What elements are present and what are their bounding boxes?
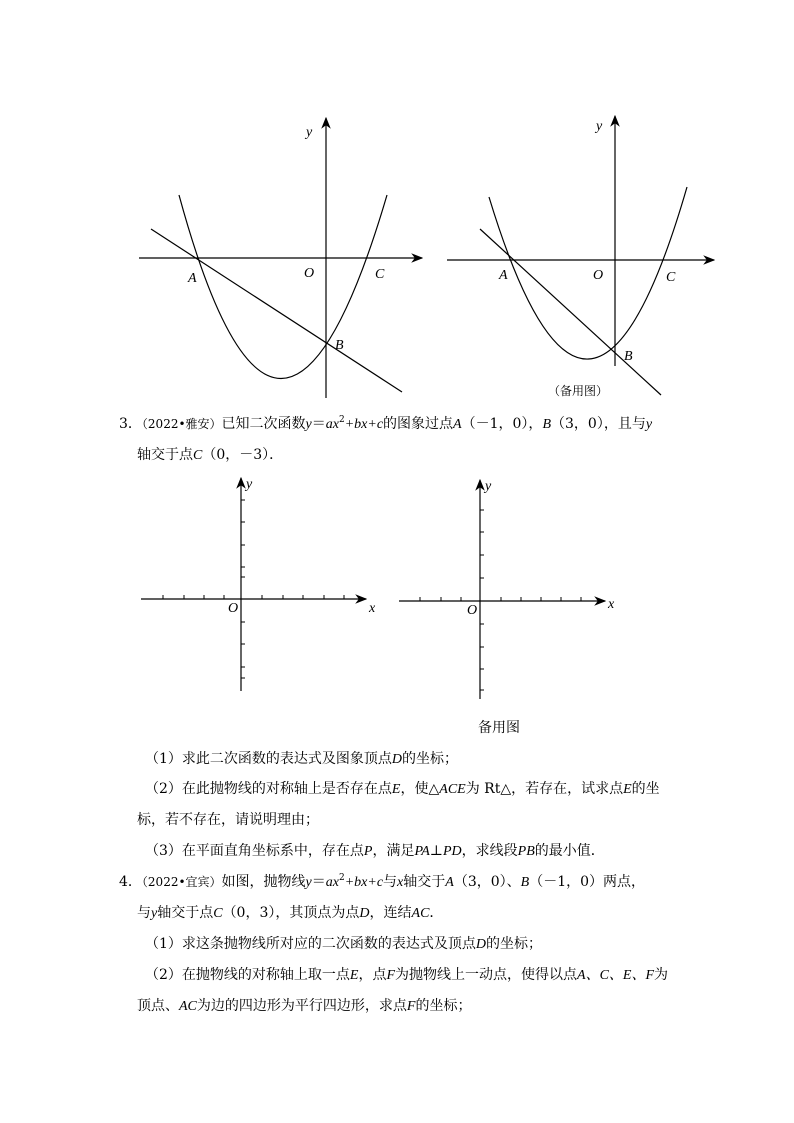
- coord: （－1，0），: [461, 416, 543, 432]
- fn-var: y: [305, 417, 312, 432]
- segment-var: PB: [517, 844, 535, 859]
- part-text: 标，若不存在，请说明理由；: [137, 812, 319, 828]
- part-text: ，满足: [372, 843, 415, 859]
- fn-term: +bx+c: [344, 875, 384, 890]
- coord: （0，－3）．: [202, 447, 284, 463]
- part-text: 为边的四边形为平行四边形，求点: [196, 998, 407, 1014]
- point-var: D: [359, 906, 370, 921]
- point-var: E: [623, 782, 632, 797]
- axis-var: y: [151, 906, 158, 921]
- part-text: ，求线段: [461, 843, 518, 859]
- point-var: C: [193, 448, 203, 463]
- part-text: 为 Rt△，若存在，试求点: [465, 781, 624, 797]
- y-axis-label: y: [306, 125, 313, 140]
- question-source: （2022•雅安）: [141, 417, 222, 431]
- point-var: A: [453, 417, 462, 432]
- point-var: ACE: [439, 782, 466, 797]
- q4-part-2-cont: [137, 996, 471, 1017]
- fn-eq: ＝: [311, 416, 326, 432]
- question-number: 4．: [119, 874, 142, 890]
- segment-var: AC: [411, 906, 430, 921]
- q3-part-1: [145, 749, 458, 770]
- axis-var: x: [397, 875, 404, 890]
- q4-part-2: [145, 965, 668, 986]
- x-axis-label: x: [369, 601, 376, 616]
- part-text: 求这条抛物线所对应的二次函数的表达式及顶点: [181, 936, 476, 952]
- fn-term: ax: [325, 875, 339, 890]
- q4-text: ．: [429, 905, 444, 921]
- q3-part-2-cont: [137, 810, 319, 830]
- point-var: E: [349, 968, 359, 983]
- q4-part-1: [145, 934, 542, 955]
- point-list: A、C、E、F: [577, 968, 655, 983]
- q4-text: 轴交于点: [157, 905, 214, 921]
- question-number: 3．: [119, 416, 142, 432]
- part-text: 在此抛物线的对称轴上是否存在点: [181, 781, 392, 797]
- part-text: 的坐标；: [415, 998, 472, 1014]
- part-text: 顶点、: [137, 998, 179, 1014]
- point-b-label: B: [335, 338, 344, 353]
- part-number: （3）: [145, 843, 182, 859]
- q3-text: 的图象过点: [383, 416, 454, 432]
- segment-var: AC: [179, 999, 197, 1014]
- part-text: 的坐: [631, 781, 660, 797]
- y-axis-label: y: [485, 479, 492, 494]
- perp-symbol: ⊥: [429, 843, 443, 859]
- fn-exp: 2: [338, 415, 345, 425]
- part-text: 的坐标；: [486, 936, 543, 952]
- point-c-label: C: [666, 270, 676, 285]
- q3-part-2: [145, 779, 660, 800]
- origin-label: O: [467, 603, 478, 618]
- part-number: （2）: [145, 967, 182, 983]
- point-var: F: [386, 968, 396, 983]
- fn-term: ax: [325, 417, 339, 432]
- point-var: P: [363, 844, 373, 859]
- point-a-label: A: [499, 268, 508, 283]
- q3-text: 轴交于点: [137, 447, 193, 463]
- q4-line-1: [119, 872, 645, 893]
- coord: （0，3），其顶点为点: [222, 905, 360, 921]
- origin-label: O: [593, 268, 604, 283]
- coord: （3，0），且与: [551, 416, 646, 432]
- q4-text: 轴交于: [403, 874, 446, 890]
- q4-text: 与: [137, 905, 151, 921]
- q3-part-3: [145, 841, 605, 862]
- y-axis-label: y: [246, 477, 253, 492]
- q4-text: 如图，抛物线: [221, 874, 306, 890]
- origin-label: O: [228, 601, 239, 616]
- point-var: D: [391, 752, 403, 767]
- q4-text: 与: [383, 874, 398, 890]
- part-number: （2）: [145, 781, 182, 797]
- coord: （3，0）、: [453, 874, 521, 890]
- fn-var: y: [305, 875, 312, 890]
- part-number: （1）: [145, 751, 182, 767]
- point-c-label: C: [375, 267, 385, 282]
- part-text: 为: [654, 967, 669, 983]
- point-var: F: [406, 999, 416, 1014]
- point-a-label: A: [188, 271, 197, 286]
- spare-grid-caption: 备用图: [478, 720, 520, 736]
- x-axis-label: x: [608, 597, 615, 612]
- q3-text: 已知二次函数: [221, 416, 306, 432]
- segment-var: PA: [414, 844, 430, 859]
- origin-label: O: [304, 266, 315, 281]
- point-b-label: B: [624, 349, 633, 364]
- y-axis-label: y: [596, 119, 603, 134]
- axis-var: y: [645, 417, 653, 432]
- fn-eq: ＝: [311, 874, 326, 890]
- point-var: A: [445, 875, 454, 890]
- point-var: C: [213, 906, 223, 921]
- part-text: 的坐标；: [402, 751, 459, 767]
- point-var: B: [520, 875, 530, 890]
- part-text: 求此二次函数的表达式及图象顶点: [181, 751, 392, 767]
- point-var: B: [542, 417, 551, 432]
- coord: （－1，0）两点，: [529, 874, 646, 890]
- point-var: D: [475, 937, 487, 952]
- question-source: （2022•宜宾）: [141, 875, 222, 889]
- fn-exp: 2: [338, 873, 345, 883]
- spare-figure-caption: （备用图）: [548, 384, 609, 398]
- part-number: （1）: [145, 936, 182, 952]
- point-var: E: [391, 782, 401, 797]
- part-text: 为抛物线上一动点，使得以点: [395, 967, 578, 983]
- segment-var: PD: [442, 844, 462, 859]
- part-text: 的最小值．: [534, 843, 605, 859]
- part-text: 在抛物线的对称轴上取一点: [181, 967, 350, 983]
- part-text: ，使△: [400, 781, 440, 797]
- part-text: ，点: [358, 967, 387, 983]
- q4-line-2: [137, 903, 443, 924]
- fn-term: +bx+c: [344, 417, 384, 432]
- q4-text: ，连结: [369, 905, 412, 921]
- part-text: 在平面直角坐标系中，存在点: [181, 843, 364, 859]
